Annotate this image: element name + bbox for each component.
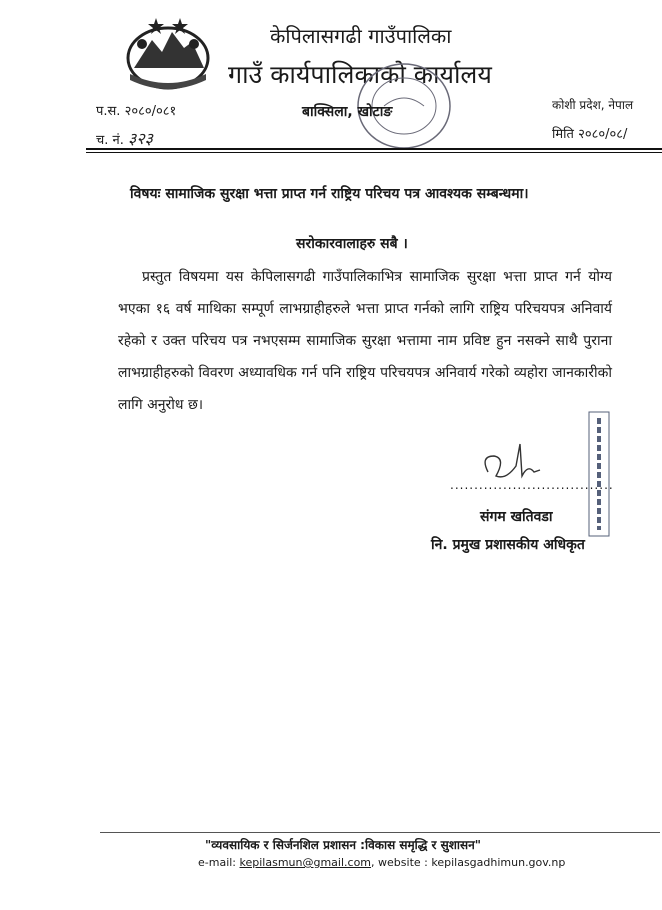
email-link[interactable]: kepilasmun@gmail.com bbox=[239, 856, 372, 869]
cn-label: च. नं. bbox=[96, 133, 124, 148]
date-label: मिति bbox=[552, 127, 574, 142]
letter-date bbox=[552, 124, 627, 142]
chalani-number bbox=[96, 127, 153, 149]
website-link[interactable]: kepilasgadhimun.gov.np bbox=[431, 856, 566, 869]
cn-value: ३२३ bbox=[128, 129, 153, 148]
letter-body bbox=[118, 261, 612, 421]
patra-sankhya bbox=[96, 101, 176, 119]
signatory-name: संगम खतिवडा bbox=[480, 509, 553, 525]
body-paragraph: प्रस्तुत विषयमा यस केपिलासगढी गाउँपालिकाभित्र सामाजिक सुरक्षा भत्ता प्राप्त गर्न योग्य भएका १६ वर्ष माथिका सम्पूर्ण लाभग्राहीहरुले भत्ता प्राप्त गर्नको लागि राष्ट्रिय परिचयपत्र अनिवार्य रहेको र उक्त परिचय पत्र नभएसम्म सामाजिक सुरक्षा भत्तामा नाम प्रविष्ट हुन नसक्ने साथै पुराना लाभग्राहीहरुको विवरण अध्यावधिक गर्न पनि राष्ट्रिय परिचयपत्र अनिवार्य गरेको व्यहोरा जानकारीको लागि अनुरोध छ। bbox=[118, 269, 612, 413]
ps-label: प.स. bbox=[96, 104, 121, 119]
letter-salutation: सरोकारवालाहरु सबै । bbox=[296, 236, 408, 252]
province-label: कोशी प्रदेश, नेपाल bbox=[552, 98, 634, 112]
municipality-name: केपिलासगढी गाउँपालिका bbox=[270, 24, 452, 48]
website-label: website : bbox=[378, 856, 428, 869]
ps-value: २०८०/०८१ bbox=[124, 104, 177, 119]
signatory-title: नि. प्रमुख प्रशासकीय अधिकृत bbox=[431, 537, 585, 553]
office-name: गाउँ कार्यपालिकाको कार्यालय bbox=[228, 60, 492, 89]
rubber-stamp-icon bbox=[586, 408, 612, 540]
nepal-emblem-icon bbox=[122, 14, 214, 94]
header-divider bbox=[86, 148, 662, 150]
date-value: २०८०/०८/ bbox=[578, 127, 628, 142]
signature-line: .................................. bbox=[450, 478, 614, 492]
header-divider-thin bbox=[86, 152, 662, 153]
footer-contact bbox=[198, 856, 565, 869]
office-address: बाक्सिला, खोटाङ bbox=[302, 104, 393, 120]
footer-motto: "व्यवसायिक र सिर्जनशिल प्रशासन :विकास समृद्धि र सुशासन" bbox=[205, 838, 482, 852]
letter-subject: विषयः सामाजिक सुरक्षा भत्ता प्राप्त गर्न राष्ट्रिय परिचय पत्र आवश्यक सम्बन्धमा। bbox=[130, 186, 529, 202]
email-label: e-mail: bbox=[198, 856, 237, 869]
footer-divider bbox=[100, 832, 660, 833]
contact-separator: , bbox=[371, 856, 375, 869]
